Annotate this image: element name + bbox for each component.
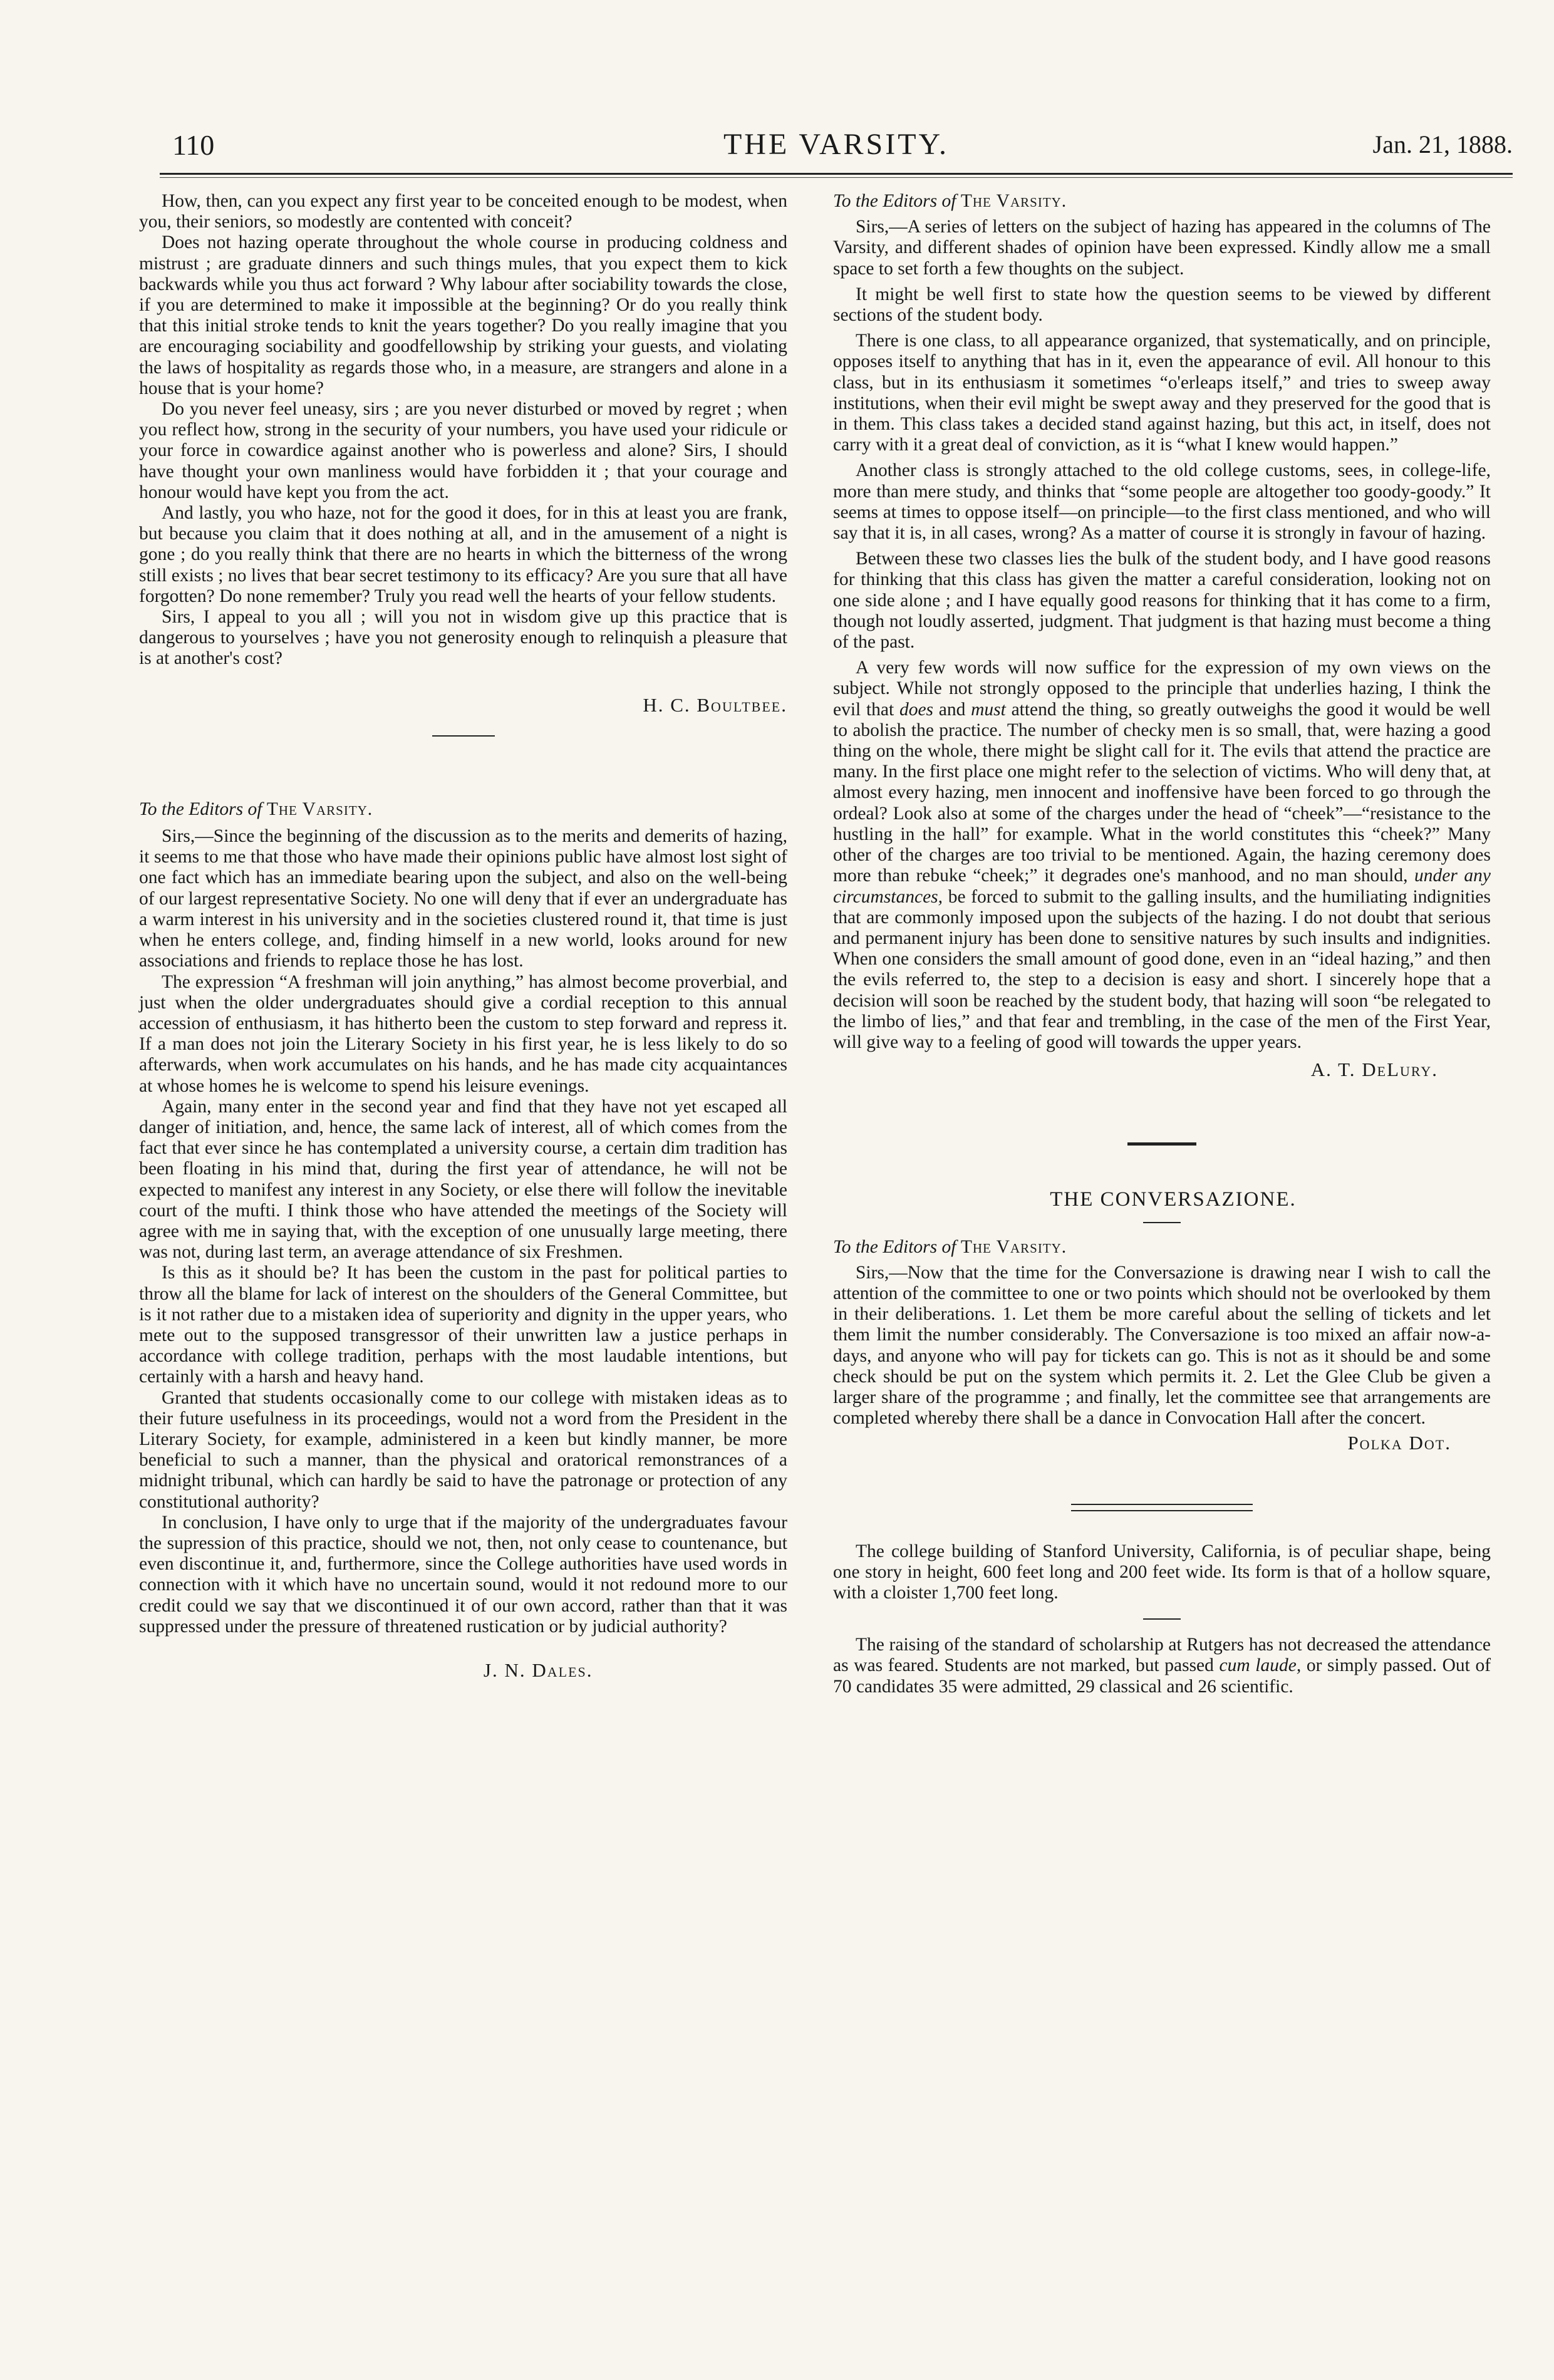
paragraph: Sirs, I appeal to you all ; will you not in wisdom give up this practice that is dangerous to yourselves ; have you not generosity enough to relinquish a pleasure that is at another's cost? — [139, 607, 787, 669]
letter-address: To the Editors of The Varsity. — [833, 1236, 1067, 1257]
header-rule-thin — [160, 177, 1513, 178]
paragraph: In conclusion, I have only to urge that if the majority of the undergraduates favour the supression of this practice, should we not, then, not only cease to countenance, but even discontinue it, and, furthermore, since the College authorities have used words in connection with it which have no uncertain sound, would it not redound more to our credit could we say that we discontinued it of our own accord, rather than that it was suppressed under the pressure of threatened rustication or by judicial authority? — [139, 1512, 787, 1637]
signature-boultbee: H. C. Boultbee. — [643, 693, 787, 716]
paragraph: How, then, can you expect any first year to be conceited enough to be modest, when you, their seniors, so modestly are contented with conceit? — [139, 191, 787, 232]
masthead-title: THE VARSITY. — [723, 128, 950, 161]
paragraph: Between these two classes lies the bulk of the student body, and I have good reasons for thinking that this class has given the matter a careful consideration, looking not on one side alone ; and I have equally good reasons for thinking that it has come to a firm, though not loudly asserted, judgment. That judgment is that hazing must become a thing of the past. — [833, 549, 1491, 653]
paragraph: Again, many enter in the second year and find that they have not yet escaped all danger of initiation, and, hence, the same lack of interest, all of which comes from the fact that ever since he has contemplated a university course, a certain dim tradition has been floating in his mind that, during the first year of attendance, he will not be expected to manifest any interest in any Society, or else there will follow the inevitable court of the mufti. I think those who have attended the meetings of the Society will agree with me in saying that, with the exception of one unusually large meeting, there was not, during last term, an average attendance of six Freshmen. — [139, 1096, 787, 1263]
paragraph: There is one class, to all appearance organized, that systematically, and on principle, opposes itself to anything that has in it, even the appearance of evil. All honour to this class, but in its enthusiasm it sometimes “o'erleaps itself,” and tries to sweep away institutions, when their evil might be swept away and they preserved for the good that is in them. This class takes a decided stand against hazing, but this act, in itself, does not carry with it a great deal of conviction, as it is “what I knew would happen.” — [833, 331, 1491, 455]
signature-dales: J. N. Dales. — [483, 1659, 593, 1681]
page-header — [160, 122, 1513, 166]
paragraph: Sirs,—Now that the time for the Conversazione is drawing near I wish to call the attention of the committee to one or two points which should not be overlooked by them in their deliberations. 1. Let them be more careful about the selling of tickets and let them limit the number considerably. The Conversazione is too mixed an affair now-a-days, and anyone who will pay for tickets can go. This is not as it should be and some check should be put on the system which permits it. 2. Let the Glee Club be given a larger share of the programme ; and finally, let the committee see that arrangements are completed whereby there shall be a dance in Convocation Hall after the concert. — [833, 1262, 1491, 1429]
paragraph: Do you never feel uneasy, sirs ; are you never disturbed or moved by regret ; when you reflect how, strong in the security of your numbers, you have used your ridicule or your force in cowardice against another who is powerless and alone? Sirs, I should have thought your own manliness would have forbidden it ; that your courage and honour would have kept you from the act. — [139, 399, 787, 502]
right-column — [833, 191, 1491, 1697]
paragraph: And lastly, you who haze, not for the good it does, for in this at least you are frank, but because you claim that it does nothing at all, and in the amusement of a night is gone ; do you really think that there are no hearts in which the bitterness of the wrong still exists ; no lives that bear secret testimony to its efficacy? Are you sure that all have forgotten? Do none remember? Truly you read well the hearts of your fellow students. — [139, 503, 787, 606]
left-column — [139, 191, 787, 1680]
paragraph: It might be well first to state how the question seems to be viewed by different sections of the student body. — [833, 284, 1491, 326]
header-rule — [160, 173, 1513, 175]
double-rule — [1071, 1504, 1253, 1511]
signature-delury: A. T. DeLury. — [1310, 1058, 1438, 1081]
page-number: 110 — [172, 129, 215, 161]
paragraph: A very few words will now suffice for the expression of my own views on the subject. While not strongly opposed to the principle that underlies hazing, I think the evil that does and must attend the thing, so greatly outweighs the good it would be well to abolish the practice. The number of checky men is so small, that, were hazing a good thing on the whole, there might be slight call for it. The evils that attend the practice are many. In the first place one might refer to the selection of victims. Who will deny that, at almost every hazing, men innocent and inoffensive have been forced to go through the ordeal? Look also at some of the charges under the head of “cheek”—“resistance to the hustling in the hall” for example. What in the world constitutes this “cheek?” Many other of the charges are too trivial to be mentioned. Again, the hazing ceremony does more than rebuke “cheek;” it degrades one's manhood, and no man should, under any circumstances, be forced to submit to the galling insults, and the humiliating indignities that are commonly imposed upon the subjects of the hazing. I do not doubt that serious and permanent injury has been done to sensitive natures by such insults and indignities. When one considers the small amount of good done, even in an “ideal hazing,” and then the evils referred to, the step to a decision is easy and short. I sincerely hope that a decision will soon be reached by the student body, that hazing will soon “be relegated to the limbo of lies,” and that fear and trembling, in the case of the men of the First Year, will give way to a feeling of good will towards the upper years. — [833, 658, 1491, 1052]
paragraph: Another class is strongly attached to the old college customs, sees, in college-life, more than mere study, and thinks that “some people are altogether too goody-goody.” It seems at times to oppose itself—on principle—to the first class mentioned, and who will say that it is, in all cases, wrong? As a matter of course it is strongly in favour of hazing. — [833, 460, 1491, 544]
issue-date: Jan. 21, 1888. — [1372, 130, 1513, 158]
paragraph: Sirs,—A series of letters on the subject of hazing has appeared in the columns of The Varsity, and different shades of opinion have been expressed. Kindly allow me a small space to set forth a few thoughts on the subject. — [833, 217, 1491, 279]
news-item-rutgers: The raising of the standard of scholarship at Rutgers has not decreased the attendance as was feared. Students are not marked, but passed cum laude, or simply passed. Out of 70 candidates 35 were admitted, 29 classical and 26 scientific. — [833, 1635, 1491, 1697]
paragraph: Granted that students occasionally come to our college with mistaken ideas as to their future usefulness in its proceedings, would not a word from the President in the Literary Society, for example, administered in a keen but kindly manner, be more beneficial to such a manner, than the physical and oratorical remonstrances of a midnight tribunal, which can hardly be said to have the patronage or protection of any constitutional authority? — [139, 1387, 787, 1512]
paragraph: Does not hazing operate throughout the whole course in producing coldness and mistrust ; are graduate dinners and such things mules, that you expect them to kick backwards while you thus act forward ? Why labour after sociability towards the close, if you are determined to make it impossible at the beginning? Or do you really think that this initial stroke tends to knit the years together? Do you really imagine that you are encouraging sociability and goodfellowship by striking your guests, and violating the laws of hospitality as regards those who, in a measure, are strangers and alone in a house that is your home? — [139, 232, 787, 398]
paragraph: Sirs,—Since the beginning of the discussion as to the merits and demerits of hazing, it seems to me that those who have made their opinions public have almost lost sight of one fact which has an immediate bearing upon the subject, and also on the well-being of our largest representative Society. No one will deny that if ever an undergraduate has a warm interest in his university and in the societies clustered round it, that time is just when he enters college, and, finding himself in a new world, looks around for new associations and friends to replace those he has lost. — [139, 826, 787, 971]
signature-polka-dot: Polka Dot. — [1347, 1432, 1451, 1454]
letter-address: To the Editors of The Varsity. — [139, 799, 373, 819]
news-item-stanford: The college building of Stanford University, California, is of peculiar shape, being one story in height, 600 feet long and 200 feet wide. Its form is that of a hollow square, with a cloister 1,700 feet long. — [833, 1541, 1491, 1603]
section-title: THE CONVERSAZIONE. — [1050, 1188, 1297, 1211]
letter-address: To the Editors of The Varsity. — [833, 191, 1067, 211]
paragraph: The expression “A freshman will join anything,” has almost become proverbial, and just when the older undergraduates should give a cordial reception to this annual accession of enthusiasm, it has hitherto been the custom to step forward and repress it. If a man does not join the Literary Society in his first year, he is less likely to do so afterwards, when work accumulates on his hands, and he has made city acquaintances at whose homes he is welcome to spend his leisure evenings. — [139, 971, 787, 1096]
paragraph: Is this as it should be? It has been the custom in the past for political parties to throw all the blame for lack of interest on the shoulders of the General Committee, but is it not rather due to a mistaken idea of superiority and dignity in the upper years, who mete out to the supposed transgressor of their unwritten law a justice perhaps in accordance with college tradition, perhaps with the most laudable intentions, but certainly with a harsh and heavy hand. — [139, 1263, 787, 1387]
